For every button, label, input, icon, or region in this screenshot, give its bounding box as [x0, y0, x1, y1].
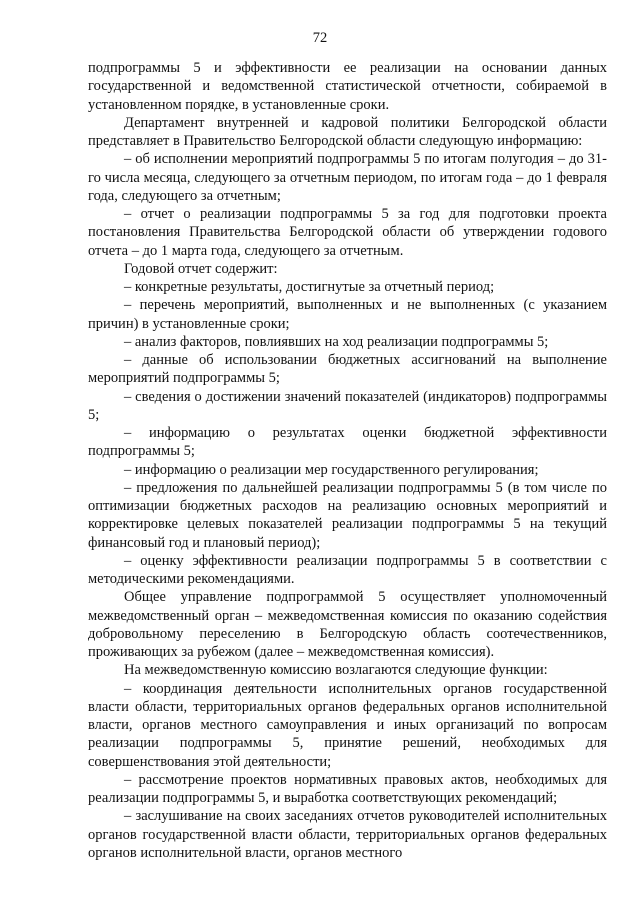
document-text: [88, 59, 607, 862]
list-item: – заслушивание на своих заседаниях отчетов руководителей исполнительных органов государственной власти области, территориальных органов федеральных органов исполнительной власти, органов местного: [88, 808, 607, 861]
list-item: – сведения о достижении значений показателей (индикаторов) подпрограммы 5;: [88, 388, 607, 423]
page-number: 72: [312, 30, 328, 46]
list-item: – перечень мероприятий, выполненных и не выполненных (с указанием причин) в установленные сроки;: [88, 297, 607, 332]
list-item: – информацию о результатах оценки бюджетной эффективности подпрограммы 5;: [88, 425, 607, 460]
paragraph: На межведомственную комиссию возлагаются следующие функции:: [124, 662, 548, 679]
list-item: – предложения по дальнейшей реализации подпрограммы 5 (в том числе по оптимизации бюджетных расходов на реализацию основных мероприятий и корректировке целевых показателей реализации подпрограммы 5 на текущий финансовый год и плановый период);: [88, 479, 607, 551]
list-item: – об исполнении мероприятий подпрограммы 5 по итогам полугодия – до 31-го числа месяца, следующего за отчетным периодом, по итогам года – до 1 февраля года, следующего за отчетным;: [88, 151, 607, 204]
list-item: – координация деятельности исполнительных органов государственной власти области, территориальных органов федеральных органов исполнительной власти, органов местного самоуправления и иных организаций по вопросам реализации подпрограммы 5, принятие решений, необходимых для совершенствования этой деятельности;: [88, 680, 607, 770]
list-item: – данные об использовании бюджетных ассигнований на выполнение мероприятий подпрограммы 5;: [88, 352, 607, 387]
paragraph: Годовой отчет содержит:: [124, 260, 278, 277]
paragraph: Департамент внутренней и кадровой политики Белгородской области представляет в Правительство Белгородской области следующую информацию:: [88, 114, 607, 149]
list-item: – анализ факторов, повлиявших на ход реализации подпрограммы 5;: [124, 333, 549, 350]
list-item: – информацию о реализации мер государственного регулирования;: [124, 461, 539, 478]
paragraph: подпрограммы 5 и эффективности ее реализации на основании данных государственной и ведомственной статистической отчетности, собираемой в установленном порядке, в установленные сроки.: [88, 60, 607, 113]
list-item: – отчет о реализации подпрограммы 5 за год для подготовки проекта постановления Правительства Белгородской области об утверждении годового отчета – до 1 марта года, следующего за отчетным.: [88, 206, 607, 259]
list-item: – конкретные результаты, достигнутые за отчетный период;: [124, 279, 495, 295]
list-item: – оценку эффективности реализации подпрограммы 5 в соответствии с методическими рекомендациями.: [88, 552, 607, 587]
list-item: – рассмотрение проектов нормативных правовых актов, необходимых для реализации подпрограммы 5, и выработка соответствующих рекомендаций;: [88, 771, 607, 806]
paragraph: Общее управление подпрограммой 5 осуществляет уполномоченный межведомственный орган – межведомственная комиссия по оказанию содействия добровольному переселению в Белгородскую область соотечественников, проживающих за рубежом (далее – межведомственная комиссия).: [88, 589, 607, 660]
